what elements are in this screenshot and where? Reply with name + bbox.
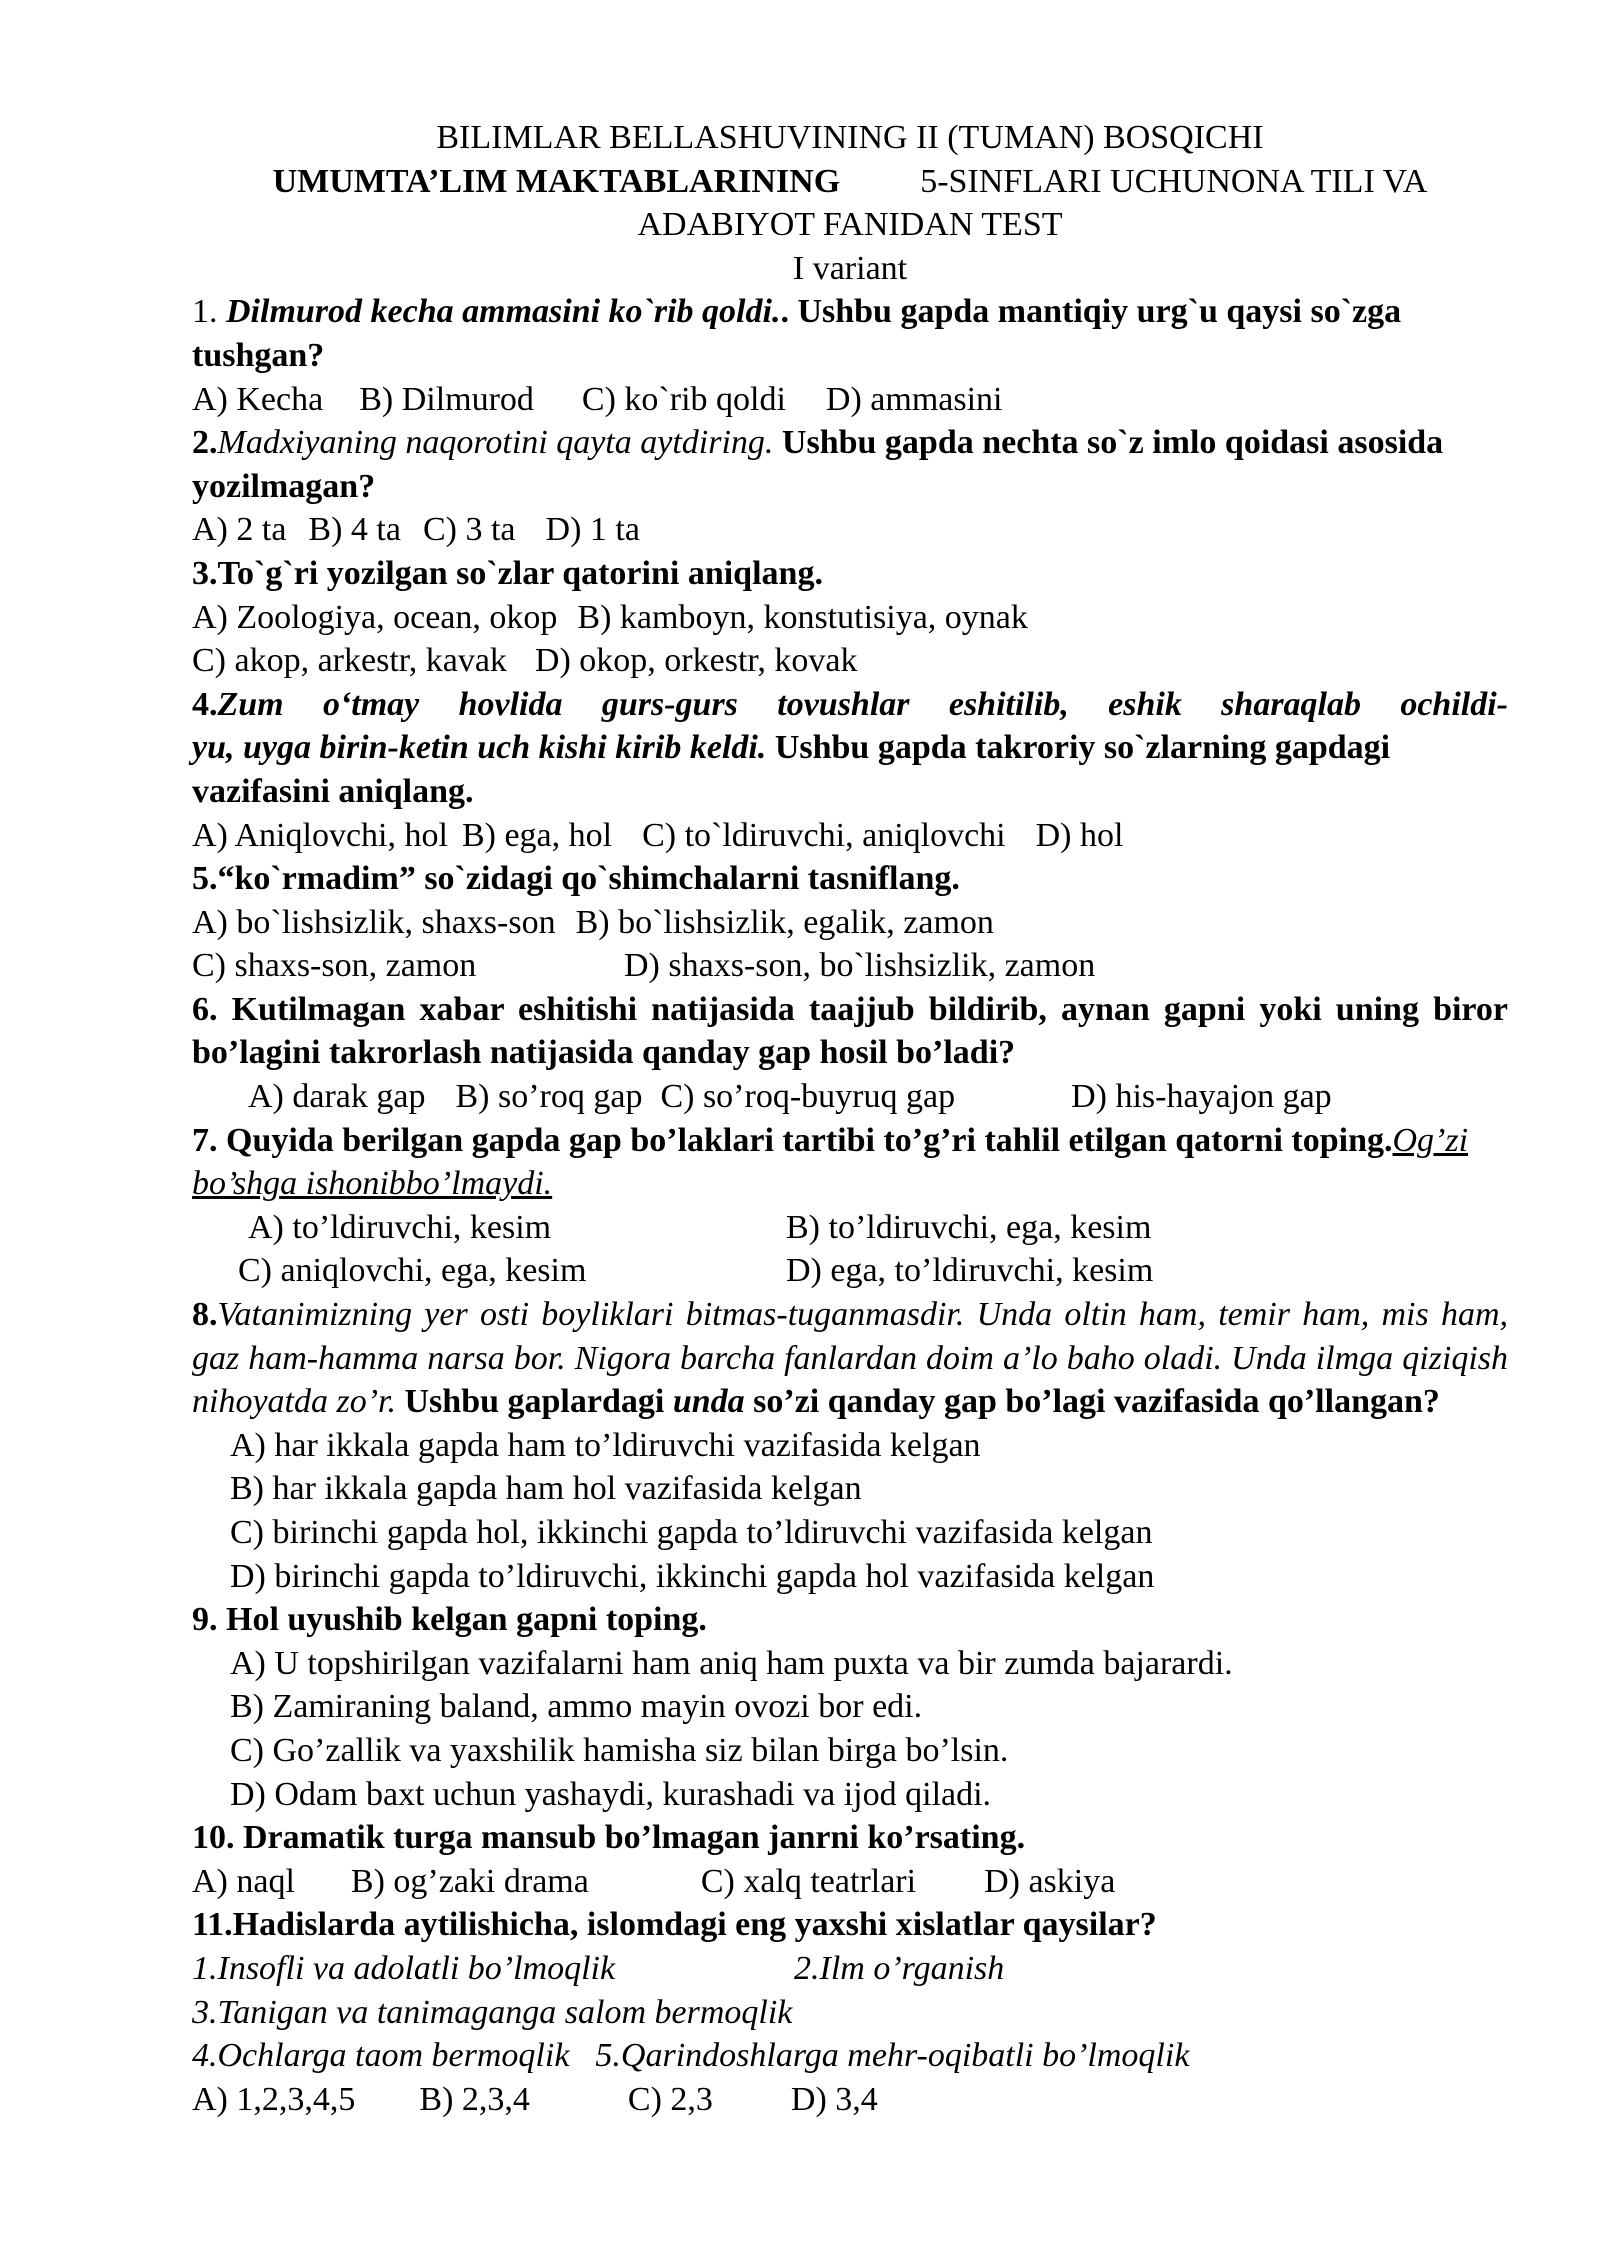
option[interactable]: C) Go’zallik va yaxshilik hamisha siz bilan birga bo’lsin. (230, 1731, 1009, 1769)
option[interactable]: C) 2,3 (627, 2080, 713, 2118)
option[interactable]: D) hol (1035, 816, 1124, 854)
options-11 (192, 2078, 1508, 2122)
question-sentence-part: Zum o‘tmay hovlida gurs-gurs tovushlar (217, 685, 910, 723)
statement-item: 5.Qarindoshlarga mehr-oqibatli bo’lmoqlik (595, 2037, 1190, 2075)
option[interactable]: A) Kecha (192, 380, 324, 418)
header-line-2 (192, 160, 1508, 204)
question-sentence: Madxiyaning naqorotini qayta aytdiring. (217, 424, 774, 462)
question-number: 11. (192, 1906, 233, 1944)
question-sentence-part: yu, uyga birin-ketin uch kishi (192, 729, 607, 767)
option[interactable]: B) har ikkala gapda ham hol vazifasida kelgan (230, 1470, 862, 1508)
option[interactable]: A) darak gap (248, 1078, 426, 1116)
question-keyword: unda (672, 1383, 745, 1421)
option[interactable]: B) Zamiraning baland, ammo mayin ovozi bor edi. (230, 1688, 923, 1726)
question-number: 2. (192, 424, 218, 462)
option[interactable]: A) Aniqlovchi, hol (192, 816, 448, 854)
options-3b (192, 639, 1508, 683)
option[interactable]: B) 2,3,4 (419, 2080, 530, 2118)
options-10 (192, 1860, 1508, 1904)
statement-item: 1.Insofli va adolatli bo’lmoqlik (192, 1949, 616, 1987)
option[interactable]: A) har ikkala gapda ham to’ldiruvchi vazifasida kelgan (230, 1426, 981, 1464)
question-number: 5. (192, 860, 218, 898)
question-number: 1. (192, 293, 226, 331)
question-11 (192, 1903, 1508, 1947)
option[interactable]: C) shaxs-son, zamon (192, 947, 477, 985)
statement-item: 4.Ochlarga taom bermoqlik (192, 2037, 570, 2075)
option[interactable]: D) shaxs-son, bo`lishsizlik, zamon (624, 947, 1096, 985)
option[interactable]: D) his-hayajon gap (1071, 1078, 1332, 1116)
option[interactable]: B) to’ldiruvchi, ega, kesim (786, 1208, 1152, 1246)
statement-item: 2.Ilm o’rganish (794, 1949, 1005, 1987)
option[interactable]: A) naql (192, 1862, 295, 1900)
question-text: Ushbu gapda takroriy so`zlarning gapdagi vazifasini aniqlang. (192, 729, 1391, 810)
question-number: 10. (192, 1819, 235, 1857)
header-line-3: ADABIYOT FANIDAN TEST (637, 206, 1063, 244)
option[interactable]: B) ega, hol (461, 816, 613, 854)
option[interactable]: C) 3 ta (422, 511, 516, 549)
header-line-1: BILIMLAR BELLASHUVINING II (TUMAN) BOSQICHI (436, 119, 1264, 156)
option[interactable]: C) aniqlovchi, ega, kesim (238, 1252, 587, 1290)
question-6 (192, 988, 1508, 1075)
question-text: Ushbu gapda nechta so`z imlo qoidasi asosida yozilmagan? (192, 424, 1444, 505)
statement-item: 3.Tanigan va tanimaganga salom bermoqlik (192, 1993, 793, 2031)
variant-label: I variant (792, 249, 908, 287)
option[interactable]: B) so’roq gap (455, 1078, 643, 1116)
question-sentence-part: eshitilib, eshik sharaqlab ochildi- (909, 685, 1508, 723)
options-7b (192, 1249, 1508, 1293)
option[interactable]: B) kamboyn, konstutisiya, oynak (577, 598, 1028, 636)
question-10 (192, 1816, 1508, 1860)
question-text: To`g`ri yozilgan so`zlar qatorini aniqlang. (217, 554, 823, 592)
question-text: Kutilmagan xabar eshitishi natijasida taajjub bildirib, aynan gapni yoki uning biror bo’lagini takrorlash natijasida qanday gap hosil bo’ladi? (192, 990, 1508, 1072)
options-5a (192, 901, 1508, 945)
question-sentence: Dilmurod kecha ammasini ko`rib qoldi. (226, 293, 781, 331)
question-number: 4. (192, 685, 218, 723)
option[interactable]: D) Odam baxt uchun yashaydi, kurashadi va ijod qiladi. (230, 1775, 992, 1813)
question-text: “ko`rmadim” so`zidagi qo`shimchalarni tasniflang. (217, 860, 960, 898)
options-6 (192, 1075, 1508, 1119)
question-text: so’zi qanday gap bo’lagi vazifasida qo’llangan? (744, 1383, 1440, 1421)
question-1 (192, 290, 1508, 377)
question-number: 7. (192, 1121, 218, 1159)
option[interactable]: B) 4 ta (308, 511, 401, 549)
option[interactable]: A) bo`lishsizlik, shaxs-son (192, 903, 556, 941)
question-sentence: Og’zi bo’shga ishonibbo’lmaydi. (192, 1121, 1469, 1203)
header-line-2-bold: UMUMTA’LIM MAKTABLARINING (272, 162, 841, 200)
option[interactable]: C) birinchi gapda hol, ikkinchi gapda to’ldiruvchi vazifasida kelgan (230, 1514, 1153, 1551)
question-4-line-1 (192, 683, 1508, 727)
question-5 (192, 857, 1508, 901)
options-4 (192, 814, 1508, 858)
question-sentence: Vatanimizning yer osti boyliklari bitmas-tuganmasdir. Unda oltin ham, temir ham, mis ham, gaz ham-hamma narsa bor. Nigora barcha fanlardan doim a’lo baho oladi. Unda ilmga qiziqish nihoyatda zo’r. (192, 1296, 1508, 1421)
options-1 (192, 378, 1508, 422)
option[interactable]: B) bo`lishsizlik, egalik, zamon (575, 903, 994, 941)
question-number: 8. (192, 1296, 218, 1334)
option[interactable]: A) U topshirilgan vazifalarni ham aniq ham puxta va bir zumda bajarardi. (230, 1644, 1233, 1682)
option[interactable]: C) ko`rib qoldi (581, 380, 786, 418)
option[interactable]: D) birinchi gapda to’ldiruvchi, ikkinchi gapda hol vazifasida kelgan (230, 1557, 1155, 1595)
question-11-items-b (192, 2034, 1508, 2078)
question-number: 9. (192, 1601, 218, 1639)
option[interactable]: A) Zoologiya, ocean, okop (192, 598, 558, 636)
question-11-items-a (192, 1947, 1508, 1991)
options-2 (192, 508, 1508, 552)
option[interactable]: D) okop, orkestr, kovak (534, 642, 858, 680)
question-text: Dramatik turga mansub bo’lmagan janrni ko’rsating. (234, 1819, 1026, 1857)
option[interactable]: A) to’ldiruvchi, kesim (248, 1208, 552, 1246)
question-3 (192, 552, 1508, 596)
options-9 (192, 1642, 1508, 1816)
option[interactable]: D) 3,4 (790, 2080, 878, 2118)
options-8 (192, 1424, 1508, 1598)
option[interactable]: D) ega, to’ldiruvchi, kesim (786, 1252, 1154, 1290)
question-number: 6. (192, 990, 218, 1028)
option[interactable]: A) 1,2,3,4,5 (192, 2080, 356, 2118)
question-text: Quyida berilgan gapda gap bo’laklari tartibi to’g’ri tahlil etilgan qatorni toping. (217, 1121, 1393, 1159)
question-9 (192, 1598, 1508, 1642)
question-8 (192, 1293, 1508, 1424)
question-text: Ushbu gaplardagi (396, 1383, 673, 1421)
option[interactable]: B) Dilmurod (359, 380, 534, 418)
question-number: 3. (192, 554, 218, 592)
option[interactable]: C) to`ldiruvchi, aniqlovchi (642, 816, 1006, 854)
option[interactable]: A) 2 ta (192, 511, 287, 549)
question-sentence-part: kirib keldi. (606, 729, 767, 767)
option[interactable]: B) og’zaki drama (350, 1862, 589, 1900)
options-3a (192, 596, 1508, 640)
option[interactable]: C) so’roq-buyruq gap (660, 1078, 956, 1116)
options-7a (192, 1206, 1508, 1250)
question-text: . Ushbu gapda mantiqiy urg`u qaysi so`zga tushgan? (192, 293, 1402, 374)
header-line-2-rest: 5-SINFLARI UCHUNONA TILI VA (920, 162, 1428, 200)
option[interactable]: D) askiya (984, 1862, 1116, 1900)
question-text: Hol uyushib kelgan gapni toping. (217, 1601, 707, 1639)
question-2 (192, 421, 1508, 508)
question-4-rest (192, 726, 1508, 813)
question-text: Hadislarda aytilishicha, islomdagi eng yaxshi xislatlar qaysilar? (232, 1906, 1157, 1944)
option[interactable]: D) 1 ta (545, 511, 640, 549)
option[interactable]: C) akop, arkestr, kavak (192, 642, 507, 680)
options-5b (192, 944, 1508, 988)
option[interactable]: D) ammasini (825, 380, 1003, 418)
question-7 (192, 1119, 1508, 1206)
option[interactable]: C) xalq teatrlari (700, 1862, 917, 1900)
